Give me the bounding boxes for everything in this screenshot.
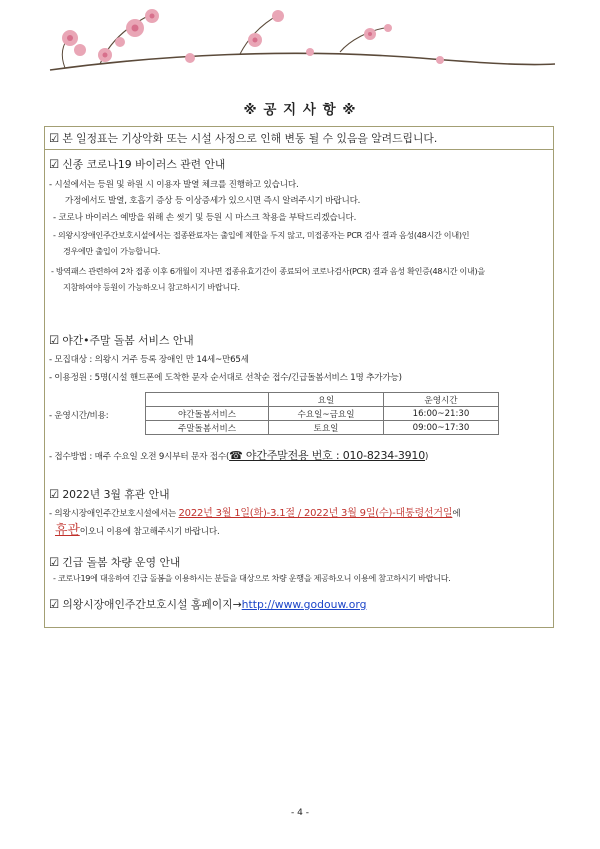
table-header-cell: 요일 (269, 393, 384, 407)
cherry-blossom-branch-illustration (40, 0, 560, 90)
table-cell: 야간돌봄서비스 (146, 407, 269, 421)
table-cell: 16:00~21:30 (384, 407, 499, 421)
checkbox-icon: ☑ (49, 131, 60, 145)
table-header-cell (146, 393, 269, 407)
closed-word: 휴관 (55, 523, 80, 538)
covid-line: 가정에서도 발열, 호흡기 증상 등 이상증세가 있으시면 즉시 알려주시기 바랍니다. (65, 196, 361, 206)
night-service-hours-label: - 운영시간/비용: (49, 411, 109, 421)
covid-line: - 시설에서는 등원 및 하원 시 이용자 발열 체크를 진행하고 있습니다. (49, 180, 299, 190)
covid-line: - 방역패스 관련하여 2차 접종 이후 6개월이 지나면 접종유효기간이 종료되어 코로나검사(PCR) 결과 음성 확인증(48시간 이내)을 (51, 266, 485, 276)
notice-intro: ☑ 본 일정표는 기상악화 또는 시설 사정으로 인해 변동 될 수 있음을 알려드립니다. (49, 131, 438, 145)
page-number: - 4 - (291, 808, 309, 818)
night-service-heading: ☑ 야간•주말 돌봄 서비스 안내 (49, 333, 194, 347)
checkbox-icon: ☑ (49, 333, 60, 347)
night-phone-number: ☎ 야간주말전용 번호 : 010-8234-3910 (229, 449, 426, 462)
notice-box (44, 126, 554, 628)
table-cell: 09:00~17:30 (384, 421, 499, 435)
table-cell: 수요일~금요일 (269, 407, 384, 421)
checkbox-icon: ☑ (49, 597, 60, 611)
homepage-link[interactable]: http://www.godouw.org (241, 598, 367, 611)
table-row (146, 421, 499, 435)
table-cell: 토요일 (269, 421, 384, 435)
table-header-row (146, 393, 499, 407)
covid-line: - 의왕시장애인주간보호시설에서는 접종완료자는 출입에 제한을 두지 않고, 미접종자는 PCR 검사 결과 음성(48시간 이내)인 (53, 230, 470, 240)
night-service-capacity: - 이용정원 : 5명(시설 핸드폰에 도착한 문자 순서대로 선착순 접수/긴급돌봄서비스 1명 추가가능) (49, 373, 402, 383)
table-cell: 주말돌봄서비스 (146, 421, 269, 435)
vehicle-line: - 코로나19에 대응하여 긴급 돌봄을 이용하시는 분들을 대상으로 차량 운행을 제공하오니 이용에 참고하시기 바랍니다. (53, 573, 451, 583)
closure-dates: 2022년 3월 1일(화)-3.1절 / 2022년 3월 9일(수)-대통령선거일 (178, 508, 453, 519)
page-title: ※ 공 지 사 항 ※ (243, 102, 357, 118)
schedule-table (145, 392, 499, 435)
checkbox-icon: ☑ (49, 157, 60, 171)
closure-heading: ☑ 2022년 3월 휴관 안내 (49, 487, 170, 501)
table-row (146, 407, 499, 421)
covid-line: - 코로나 바이러스 예방을 위해 손 씻기 및 등원 시 마스크 착용을 부탁드리겠습니다. (53, 213, 357, 223)
checkbox-icon: ☑ (49, 555, 60, 569)
checkbox-icon: ☑ (49, 487, 60, 501)
covid-line: 지참하여야 등원이 가능하오니 참고하시기 바랍니다. (63, 282, 240, 292)
homepage-row: ☑ 의왕시장애인주간보호시설 홈페이지→http://www.godouw.org (49, 597, 367, 611)
closure-line-2: 휴관이오니 이용에 참고해주시기 바랍니다. (55, 523, 220, 538)
covid-line: 경우에만 출입이 가능합니다. (63, 246, 161, 256)
vehicle-heading: ☑ 긴급 돌봄 차량 운영 안내 (49, 555, 181, 569)
night-service-target: - 모집대상 : 의왕시 거주 등록 장애인 만 14세~만65세 (49, 355, 249, 365)
table-header-cell: 운영시간 (384, 393, 499, 407)
covid-heading: ☑ 신종 코로나19 바이러스 관련 안내 (49, 157, 226, 171)
closure-line: - 의왕시장애인주간보호시설에서는 2022년 3월 1일(화)-3.1절 / 2022년 3월 9일(수)-대통령선거일에 (49, 508, 461, 519)
night-service-apply: - 접수방법 : 매주 수요일 오전 9시부터 문자 접수(☎ 야간주말전용 번호 : 010-8234-3910) (49, 449, 429, 462)
